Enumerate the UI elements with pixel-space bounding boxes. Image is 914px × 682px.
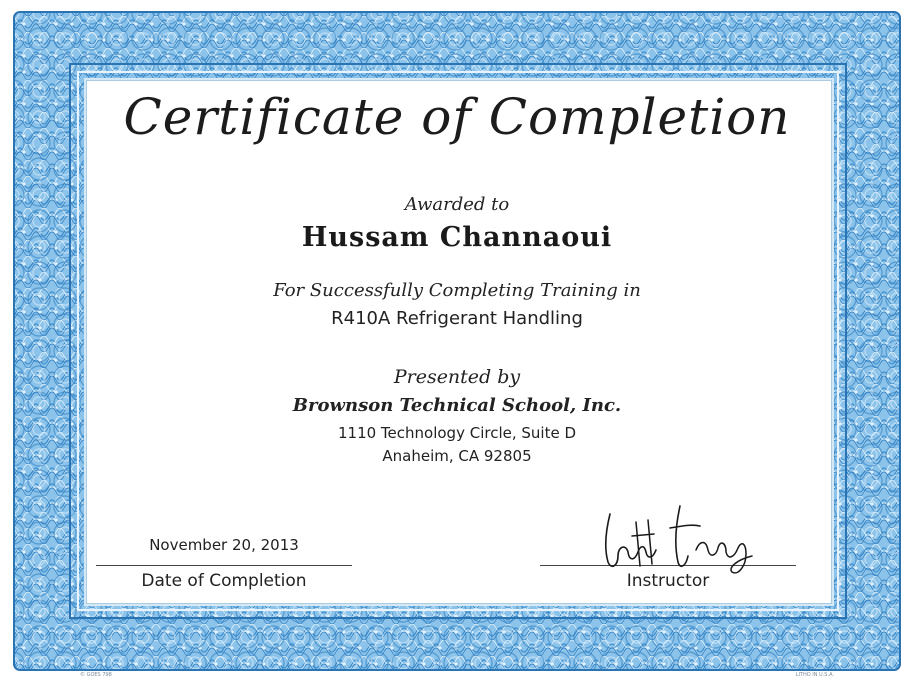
date-signature-line [96,565,352,566]
school-name: Brownson Technical School, Inc. [292,395,622,416]
school-address-line2: Anaheim, CA 92805 [382,447,532,465]
fine-print-right: LITHO IN U.S.A. [795,672,834,678]
instructor-signature [596,500,766,588]
certificate-title: Certificate of Completion [123,88,791,146]
completion-date: November 20, 2013 [149,536,299,554]
school-address-line1: 1110 Technology Circle, Suite D [337,424,576,442]
fine-print-left: © GOES 798 [80,672,112,678]
instructor-label: Instructor [626,571,710,591]
recipient-name: Hussam Channaoui [301,222,613,253]
date-of-completion-label: Date of Completion [141,571,307,591]
completion-phrase: For Successfully Completing Training in [273,280,641,301]
course-name: R410A Refrigerant Handling [331,308,583,329]
presented-by-label: Presented by [393,366,521,388]
awarded-to-label: Awarded to [404,194,510,215]
